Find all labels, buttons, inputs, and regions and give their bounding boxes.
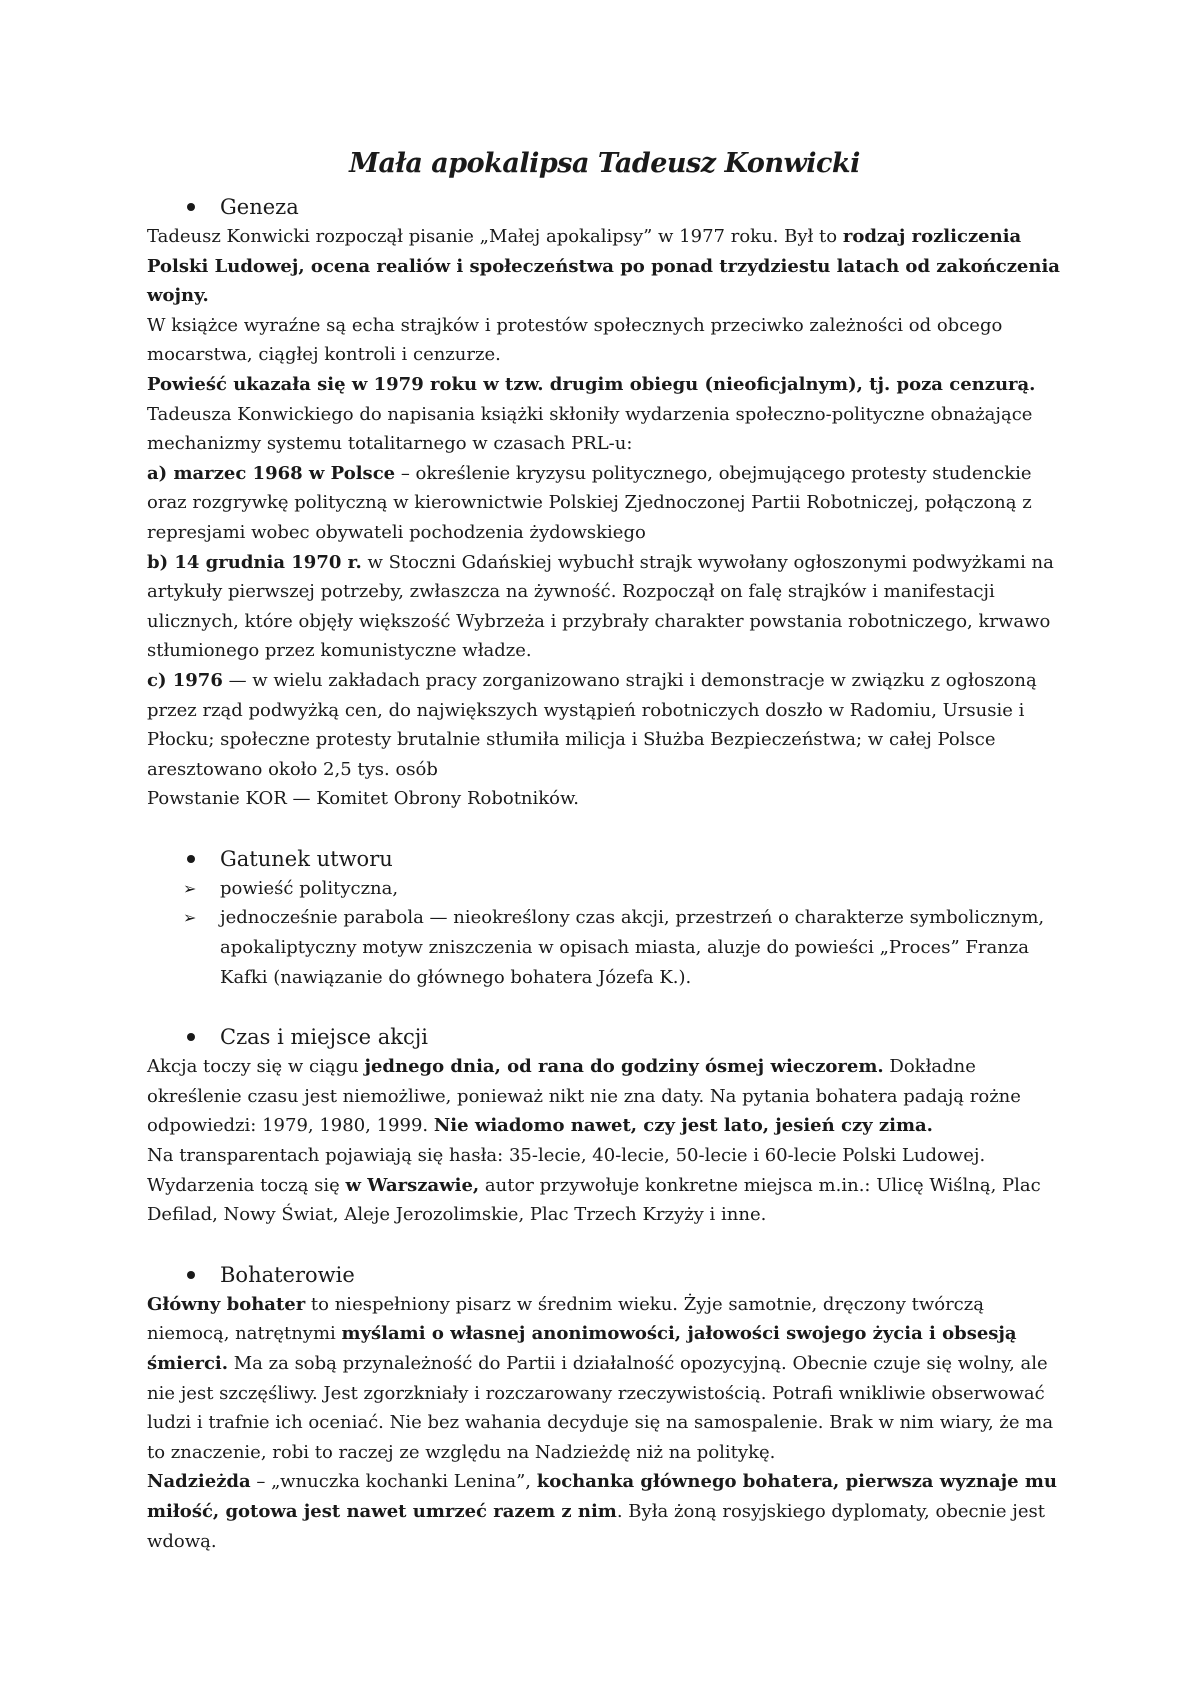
heading-label: Czas i miejsce akcji [220,1025,428,1050]
text-run: Akcja toczy się w ciągu [147,1056,365,1078]
text-run: – „wnuczka kochanki Lenina”, [250,1471,537,1493]
spacer [147,814,1062,844]
paragraph: Na transparentach pojawiają się hasła: 35-lecie, 40-lecie, 50-lecie i 60-lecie Polski Ludowej. [147,1145,986,1167]
text-run: – określenie kryzysu politycznego, obejmującego protesty studenckie oraz rozgrywkę polityczną w kierownictwie Polskiej Zjednoczonej Partii Robotniczej, połączoną z represjami wobec obywateli pochodzenia żydowskiego [147,462,1032,543]
paragraph-item-c [147,666,1062,784]
text-run: Dokładne określenie czasu jest niemożliwe, ponieważ nikt nie zna daty. Na pytania bohatera padają rożne odpowiedzi: 1979, 1980, 1999. [147,1056,1021,1137]
bullet-icon [187,1033,195,1041]
bullet-icon [187,1271,195,1279]
bold-text-run: rodzaj rozliczenia Polski Ludowej, ocena realiów i społeczeństwa po ponad trzydziestu latach od zakończenia wojny. [147,226,1060,307]
list-item [147,874,1062,904]
section-heading-gatunek [147,844,1062,874]
text-run: Ma za sobą przynależność do Partii i działalność opozycyjną. Obecnie czuje się wolny, ale nie jest szczęśliwy. Jest zgorzkniały i rozczarowany rzeczywistością. Potrafi wnikliwie obserwować ludzi i trafnie ich oceniać. Nie bez wahania decyduje się na samospalenie. Brak w nim wiary, że ma to znaczenie, robi to raczej ze względu na Nadzieżdę niż na politykę. [147,1353,1054,1463]
list-item-text: jednocześnie parabola — nieokreślony czas akcji, przestrzeń o charakterze symbolicznym, apokaliptyczny motyw zniszczenia w opisach miasta, aluzje do powieści „Proces” Franza Kafki (nawiązanie do głównego bohatera Józefa K.). [220,907,1045,988]
spacer [147,992,1062,1022]
text-run: . Była żoną rosyjskiego dyplomaty, obecnie jest wdową. [147,1500,1046,1552]
paragraph [147,1171,1062,1230]
heading-label: Bohaterowie [220,1262,355,1287]
paragraph [147,1290,1062,1468]
bold-text-run: Nadzieżda [147,1471,251,1493]
paragraph-item-b [147,548,1062,666]
bold-text-run: Nie wiadomo nawet, czy jest lato, jesień czy zima. [433,1115,933,1137]
text-run: Tadeusz Konwicki rozpoczął pisanie „Małej apokalipsy” w 1977 roku. Był to [147,226,843,247]
paragraph [147,1052,1062,1141]
arrow-bullet-icon: ➢ [183,908,197,928]
bold-text-run: jednego dnia, od rana do godziny ósmej wieczorem. [364,1056,884,1078]
text-run: w Stoczni Gdańskiej wybuchł strajk wywołany ogłoszonymi podwyżkami na artykuły pierwszej potrzeby, zwłaszcza na żywność. Rozpoczął on falę strajków i manifestacji ulicznych, które objęły większość Wybrzeża i przybrały charakter powstania robotniczego, krwawo stłumionego przez komunistyczne władze. [147,551,1054,662]
paragraph: Powstanie KOR — Komitet Obrony Robotników. [147,788,580,810]
bold-text-run: Powieść ukazała się w 1979 roku w tzw. drugim obiegu (nieoficjalnym), tj. poza cenzurą. [147,373,1036,395]
paragraph [147,370,1062,400]
paragraph [147,1467,1062,1556]
text-run: to niespełniony pisarz w średnim wieku. Żyje samotnie, dręczony twórczą niemocą, natrętnymi [147,1293,984,1345]
list-item [147,903,1062,992]
bullet-icon [187,855,195,863]
paragraph [147,222,1062,311]
paragraph: W książce wyraźne są echa strajków i protestów społecznych przeciwko zależności od obcego mocarstwa, ciągłej kontroli i cenzurze. [147,314,1003,366]
heading-label: Gatunek utworu [220,846,393,871]
bold-text-run: kochanka głównego bohatera, pierwsza wyznaje mu miłość, gotowa jest nawet umrzeć razem z nim [147,1471,1058,1522]
document-title: Mała apokalipsa Tadeusz Konwicki [349,148,860,179]
arrow-bullet-icon: ➢ [183,878,197,898]
paragraph-item-a [147,459,1062,548]
bold-text-run: a) marzec 1968 w Polsce [147,462,396,484]
heading-label: Geneza [220,195,299,219]
text-run: Wydarzenia toczą się [147,1174,346,1196]
section-heading-czas [147,1022,1062,1052]
bullet-icon [187,203,195,211]
bold-text-run: myślami o własnej anonimowości, jałowości swojego życia i obsesją śmierci. [147,1323,1017,1374]
text-run: — w wielu zakładach pracy zorganizowano strajki i demonstracje w związku z ogłoszoną przez rząd podwyżką cen, do największych wystąpień robotniczych doszło w Radomiu, Ursusie i Płocku; społeczne protesty brutalnie stłumiła milicja i Służba Bezpieczeństwa; w całej Polsce aresztowano około 2,5 tys. osób [147,669,1037,780]
bold-text-run: b) 14 grudnia 1970 r. [147,551,362,573]
section-heading-geneza [147,192,1062,222]
document-content [147,144,1062,1556]
bold-text-run: c) 1976 [147,669,223,691]
paragraph: Tadeusza Konwickiego do napisania książki skłoniły wydarzenia społeczno-polityczne obnażające mechanizmy systemu totalitarnego w czasach PRL-u: [147,403,1033,455]
bold-text-run: Główny bohater [147,1293,306,1315]
spacer [147,1230,1062,1260]
bold-text-run: w Warszawie, [345,1174,480,1196]
text-run: autor przywołuje konkretne miejsca m.in.: Ulicę Wiślną, Plac Defilad, Nowy Świat, Aleje Jerozolimskie, Plac Trzech Krzyży i inne. [147,1174,1041,1226]
list-item-text: powieść polityczna, [220,877,399,899]
section-heading-bohaterowie [147,1260,1062,1290]
